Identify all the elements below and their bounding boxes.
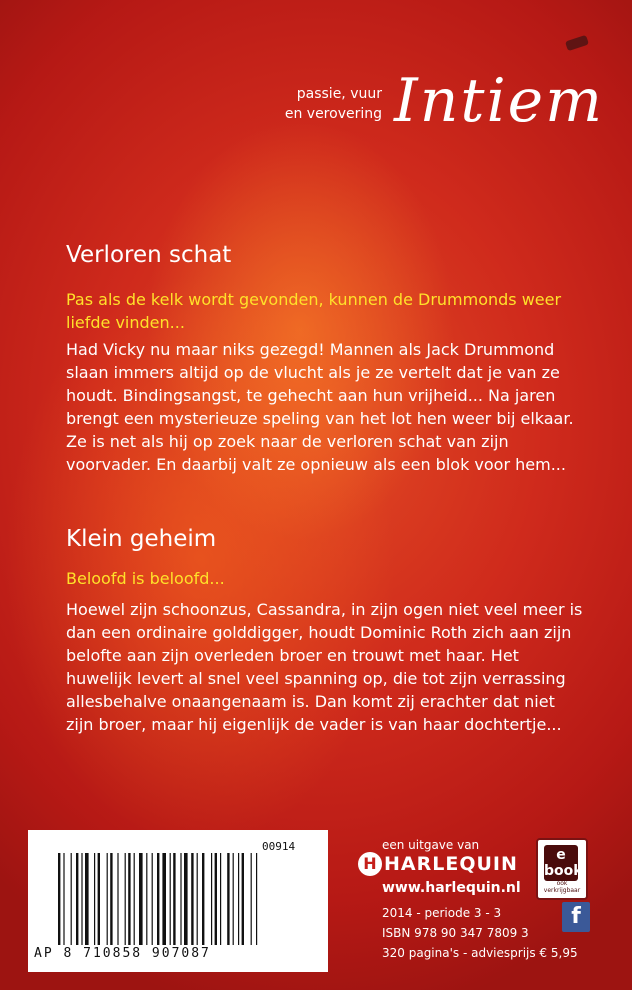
barcode-bar	[71, 853, 72, 945]
story1-teaser: Pas als de kelk wordt gevonden, kunnen de Drummonds weer liefde vinden...	[66, 290, 562, 332]
barcode-bar	[94, 853, 95, 945]
publisher-intro: een uitgave van	[382, 838, 480, 852]
barcode-bar	[256, 853, 257, 945]
barcode-bar	[134, 853, 135, 945]
tagline-line-1: passie, vuur	[296, 86, 382, 102]
barcode-bar	[170, 853, 171, 945]
barcode-bar	[242, 853, 244, 945]
barcode-bar	[152, 853, 153, 945]
barcode-bar	[139, 853, 143, 945]
harlequin-logo	[358, 852, 518, 876]
harlequin-wordmark: HARLEQUIN	[384, 853, 518, 875]
barcode-bar	[220, 853, 221, 945]
story1-title: Verloren schat	[66, 242, 232, 268]
barcode-bar	[85, 853, 89, 945]
barcode-bar	[98, 853, 100, 945]
publisher-website: www.harlequin.nl	[382, 880, 521, 896]
series-logo: Intiem	[394, 66, 605, 136]
series-tagline	[272, 84, 382, 124]
barcode-bar	[202, 853, 204, 945]
barcode-bar	[197, 853, 198, 945]
barcode-bar	[251, 853, 252, 945]
barcode-bar	[128, 853, 130, 945]
isbn-info: ISBN 978 90 347 7809 3	[382, 926, 529, 940]
barcode-number: AP 8 710858 907087	[34, 946, 211, 961]
barcode-bar	[233, 853, 234, 945]
harlequin-mark-icon: H	[358, 852, 382, 876]
barcode-bar	[107, 853, 108, 945]
barcode-bar	[63, 853, 64, 945]
barcode-bar	[58, 853, 60, 945]
ebook-badge	[536, 838, 588, 900]
barcode-bar	[146, 853, 147, 945]
barcode-bar	[215, 853, 217, 945]
story1-body: Had Vicky nu maar niks gezegd! Mannen als Jack Drummond slaan immers altijd op de vlucht als je ze vertelt dat je van ze houdt. Bindingsangst, te gehecht aan hun vrijheid... Na jaren brengt een mysterieuze speling van het lot hen weer bij elkaar. Ze is net als hij op zoek naar de verloren schat van zijn voorvader. En daarbij valt ze opnieuw als een blok voor hem...	[66, 340, 574, 474]
ebook-icon: e book	[544, 847, 583, 879]
barcode-bars	[58, 853, 308, 945]
cover-scuff-mark	[565, 35, 589, 51]
barcode-bar	[125, 853, 126, 945]
barcode-bar	[180, 853, 181, 945]
facebook-icon: f	[562, 902, 590, 932]
barcode-bar	[173, 853, 175, 945]
barcode-bar	[81, 853, 82, 945]
tagline-line-2: en verovering	[284, 106, 382, 122]
barcode-bar	[110, 853, 112, 945]
period-info: 2014 - periode 3 - 3	[382, 906, 502, 920]
story2-teaser: Beloofd is beloofd...	[66, 569, 225, 588]
barcode-bar	[76, 853, 78, 945]
story2-body: Hoewel zijn schoonzus, Cassandra, in zijn ogen niet veel meer is dan een ordinaire golddigger, houdt Dominic Roth zich aan zijn belofte aan zijn overleden broer en trouwt met haar. Het huwelijk levert al snel veel spanning op, die tot zijn verrassing allesbehalve onaangenaam is. Dan komt zij erachter dat niet zijn broer, maar hij eigenlijk de vader is van haar dochtertje...	[66, 600, 583, 734]
barcode-bar	[238, 853, 239, 945]
barcode-bar	[184, 853, 188, 945]
story2-title: Klein geheim	[66, 526, 217, 552]
barcode-bar	[157, 853, 159, 945]
barcode-supplement: 00914	[262, 840, 296, 853]
barcode-bar	[211, 853, 212, 945]
barcode-bar	[162, 853, 166, 945]
ebook-caption: ook verkrijgbaar	[543, 880, 581, 894]
pages-price-info: 320 pagina's - adviesprijs € 5,95	[382, 946, 578, 960]
barcode-bar	[227, 853, 229, 945]
barcode-bar	[117, 853, 118, 945]
barcode-bar	[191, 853, 193, 945]
